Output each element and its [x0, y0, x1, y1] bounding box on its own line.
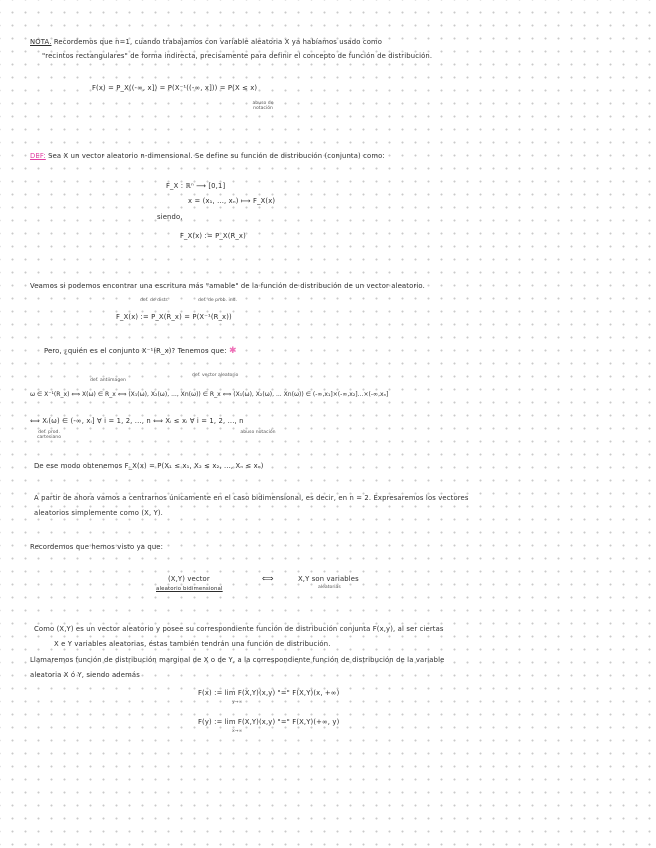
def-map-2: x = (x₁, ..., xₙ) ⟼ F_X(x): [188, 197, 276, 205]
def-text: Sea X un vector aleatorio n-dimensional. Se define su función de distribución (conjunta) como:: [48, 152, 385, 160]
como-line-3: Llamaremos función de distribución marginal de X o de Y, a la correspondiente función de distribución de la variable: [30, 656, 445, 664]
conclusion-line: De ese modo obtenemos F_X(x) = P(X₁ ≤ x₁, X₂ ≤ x₂, ..., Xₙ ≤ xₙ): [34, 462, 264, 470]
como-line-2: X e Y variables aleatorias, éstas también tendrán una función de distribución.: [54, 640, 331, 648]
marginal-fy-sub: x→∞: [232, 729, 243, 734]
veamos-formula: F_X(x) := P_X(R_x) = P(X⁻¹(R_x)): [116, 313, 232, 321]
veamos-note-left: def. de distr.: [140, 298, 169, 303]
chain-note-b: def. vector aleatorio: [192, 373, 239, 378]
chain-note-d: abuso notación: [240, 430, 276, 435]
chain-note-c: def. prod. cartesiano: [36, 430, 62, 440]
recordemos-left: (X,Y) vector: [168, 575, 210, 583]
apartir-line-2: aleatorios simplemente como (X, Y).: [34, 509, 163, 517]
recordemos-right-under: aleatorias: [318, 585, 341, 590]
nota-text-2: "recintos rectangulares" de forma indirecta, precisamente para definir el concepto de función de distribución.: [42, 52, 433, 60]
como-line-1: Como (X,Y) es un vector aleatorio y posee su correspondiente función de distribución conjunta F(x,y), al ser ciertas: [34, 625, 444, 633]
chain-line-1: ω ∈ X⁻¹(R_x) ⟺ X(ω) ∈ R_x ⟺ (X₁(ω), X₂(ω), ..., Xn(ω)) ∈ R_x ⟺ (X₁(ω), X₂(ω), ... Xn(ω)) ∈ (-∞,x₁]×(-∞,x₂]...×(-∞,xₙ]: [30, 391, 389, 398]
veamos-line: Veamos si podemos encontrar una escritura más "amable" de la función de distribución de un vector aleatorio.: [30, 282, 425, 290]
veamos-note-right: def. de prob. ind.: [198, 298, 238, 303]
pero-text: Pero, ¿quién es el conjunto X⁻¹(R_x)? Tenemos que:: [44, 347, 227, 355]
nota-under-note: abuso de notación: [252, 101, 274, 111]
marginal-fx: F(x) := lim F(X,Y)(x,y) "=" F(X,Y)(x, +∞): [198, 689, 340, 697]
pero-line: [44, 347, 237, 356]
def-line: [30, 152, 385, 161]
star-icon: ✱: [228, 346, 237, 356]
nota-text-1: Recordemos que n=1, cuando trabajamos con variable aleatoria X ya habíamos usado como: [53, 38, 383, 46]
marginal-fy: F(y) := lim F(X,Y)(x,y) "=" F(X,Y)(+∞, y): [198, 718, 340, 726]
recordemos-line: Recordemos que hemos visto ya que:: [30, 543, 164, 551]
recordemos-right: X,Y son variables: [298, 575, 359, 583]
recordemos-left-under: aleatorio bidimensional: [156, 586, 223, 592]
def-map-1: F_X : ℝⁿ ⟶ [0,1]: [166, 182, 226, 190]
def-siendo: siendo,: [157, 213, 183, 221]
chain-line-2: ⟺ Xᵢ(ω) ∈ (-∞, xᵢ] ∀ i = 1, 2, ..., n ⟺ Xᵢ ≤ xᵢ ∀ i = 1, 2, ..., n: [30, 417, 244, 425]
nota-tag: NOTA.: [30, 38, 52, 46]
apartir-line-1: A partir de ahora vamos a centrarnos únicamente en el caso bidimensional, es decir, en n = 2. Expresaremos los vectores: [34, 494, 469, 502]
nota-formula: F(x) = P_X((-∞, x]) = P(X⁻¹((-∞, x])) = P(X ≤ x): [92, 84, 258, 92]
iff-arrow-icon: ⟺: [262, 574, 274, 583]
nota-line-1: [30, 38, 382, 47]
def-map-3: F_X(x) := P_X(R_x): [180, 232, 246, 240]
como-line-4: aleatoria X ó Y, siendo además: [30, 671, 140, 679]
marginal-fx-sub: y→∞: [232, 700, 243, 705]
def-tag: DEF:: [30, 152, 46, 160]
chain-note-a: def. antiimagen: [90, 378, 126, 383]
